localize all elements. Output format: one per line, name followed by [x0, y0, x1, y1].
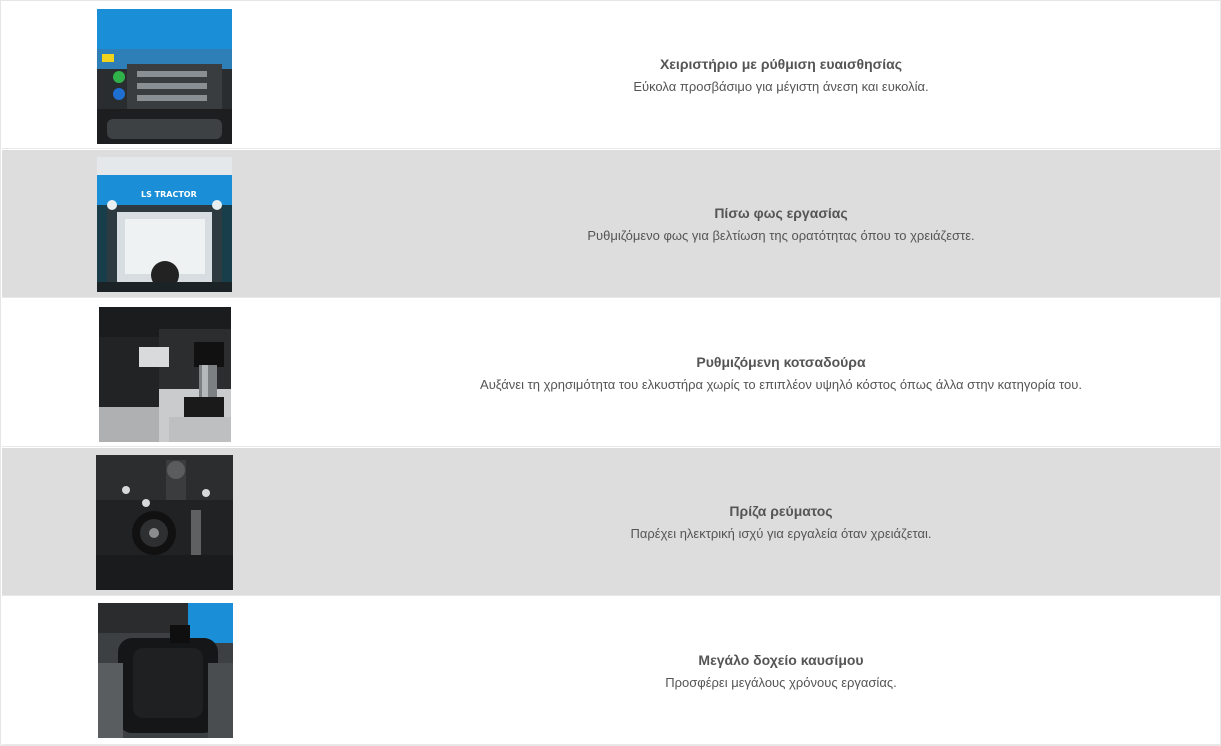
feature-row	[2, 597, 1220, 745]
feature-description: Παρέχει ηλεκτρική ισχύ για εργαλεία όταν χρειάζεται.	[630, 526, 932, 541]
feature-title: Ρυθμιζόμενη κοτσαδούρα	[696, 354, 866, 370]
feature-text	[342, 1, 1220, 149]
feature-row	[2, 1, 1220, 149]
rear-work-light-image	[97, 157, 232, 292]
power-socket-photo	[96, 455, 233, 590]
feature-text	[342, 299, 1220, 447]
feature-description: Προσφέρει μεγάλους χρόνους εργασίας.	[665, 675, 897, 690]
brand-logo-text: LS TRACTOR	[141, 190, 197, 199]
rear-work-light-photo	[97, 157, 232, 292]
fuel-tank-photo	[98, 603, 233, 738]
feature-title: Πρίζα ρεύματος	[729, 503, 833, 519]
feature-title: Μεγάλο δοχείο καυσίμου	[698, 652, 864, 668]
control-lever-image	[97, 9, 232, 144]
feature-description: Ρυθμιζόμενο φως για βελτίωση της ορατότητας όπου το χρειάζεστε.	[587, 228, 975, 243]
feature-row	[2, 448, 1220, 596]
feature-description: Εύκολα προσβάσιμο για μέγιστη άνεση και ευκολία.	[633, 79, 929, 94]
feature-text	[342, 448, 1220, 596]
feature-row	[2, 299, 1220, 447]
feature-row	[2, 150, 1220, 298]
adjustable-drawbar-image	[99, 307, 231, 442]
adjustable-drawbar-photo	[99, 307, 231, 442]
feature-description: Αυξάνει τη χρησιμότητα του ελκυστήρα χωρίς το επιπλέον υψηλό κόστος όπως άλλα στην κατηγορία του.	[480, 377, 1082, 392]
feature-title: Χειριστήριο με ρύθμιση ευαισθησίας	[659, 56, 903, 72]
feature-text	[342, 150, 1220, 298]
control-lever-photo	[97, 9, 232, 144]
fuel-tank-image	[98, 603, 233, 738]
feature-title: Πίσω φως εργασίας	[714, 205, 848, 221]
feature-text	[342, 597, 1220, 745]
power-socket-image	[96, 455, 233, 590]
